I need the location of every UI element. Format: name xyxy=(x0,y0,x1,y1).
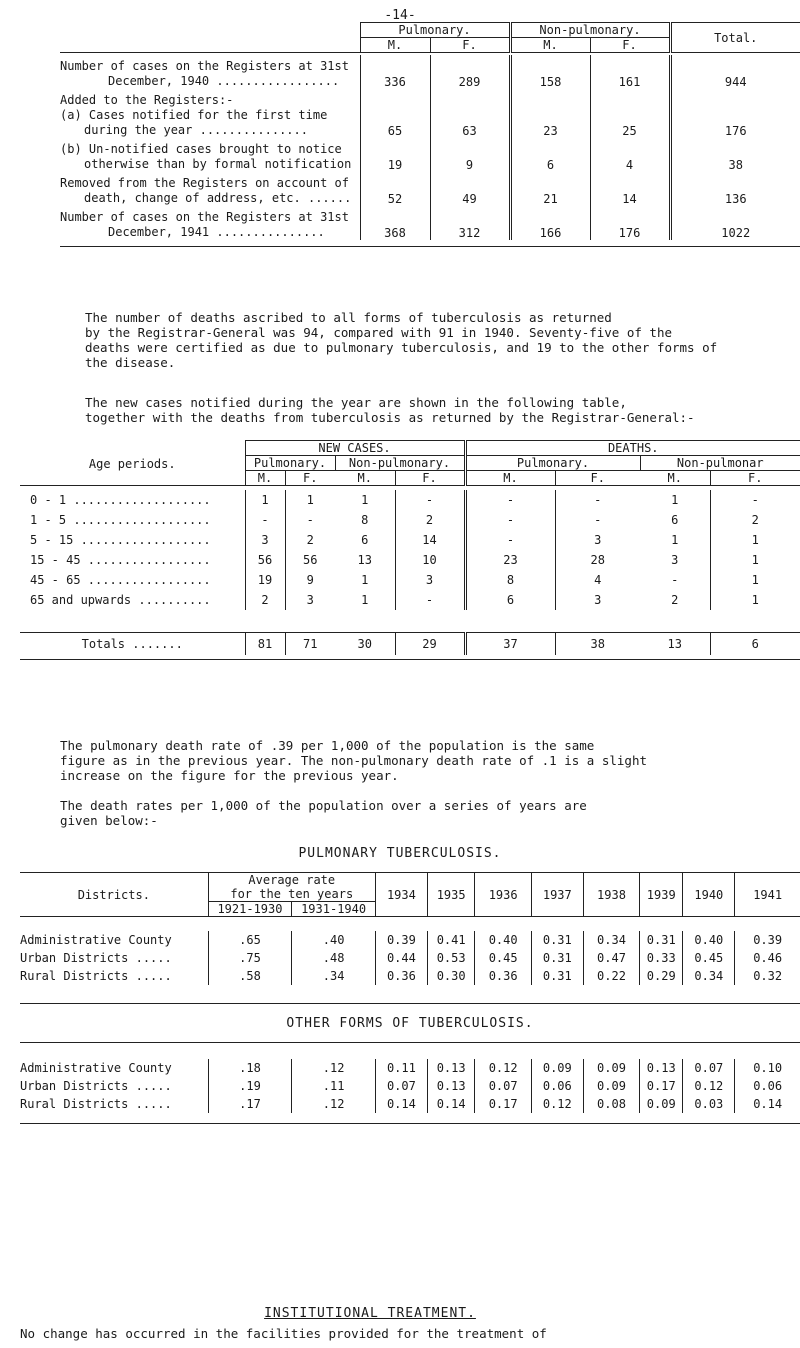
rate-cell: 0.36 xyxy=(475,967,531,985)
register-row xyxy=(60,172,800,206)
col-f: F. xyxy=(622,38,637,52)
age-label: 5 - 15 .................. xyxy=(30,533,211,547)
rate-cell: 0.29 xyxy=(640,967,683,985)
register-cell: 21 xyxy=(510,172,590,206)
age-cell: 19 xyxy=(245,570,285,590)
rate-cell: 0.14 xyxy=(375,1095,427,1113)
age-period-table xyxy=(20,440,800,660)
age-cell: 2 xyxy=(640,590,710,610)
rate-cell: 0.31 xyxy=(640,931,683,949)
register-cell: 65 xyxy=(360,89,430,138)
rate-cell: .12 xyxy=(292,1095,376,1113)
rate-cell: .34 xyxy=(292,967,376,985)
age-cell: 8 xyxy=(335,510,395,530)
district-label: Administrative County xyxy=(20,933,172,947)
page-number: -14- xyxy=(384,8,416,23)
register-cell: 312 xyxy=(458,226,481,240)
death-rates-table xyxy=(20,872,800,1124)
rate-cell: 0.46 xyxy=(735,949,800,967)
rate-cell: 0.07 xyxy=(375,1077,427,1095)
rate-cell: 0.33 xyxy=(640,949,683,967)
register-row xyxy=(60,89,800,138)
row-label-line: (a) Cases notified for the first time xyxy=(60,108,328,122)
rate-cell: 0.09 xyxy=(583,1077,639,1095)
register-cell: 158 xyxy=(510,55,590,89)
totals-cell: 30 xyxy=(335,633,395,655)
age-cell: - xyxy=(306,513,314,527)
register-row xyxy=(60,138,800,172)
rate-cell: 0.12 xyxy=(475,1059,531,1077)
age-sub-header: F. xyxy=(303,471,318,485)
age-sub-header: M. xyxy=(245,471,285,486)
rate-cell: 0.39 xyxy=(375,931,427,949)
register-cell: 1022 xyxy=(670,206,800,240)
rate-cell: 0.12 xyxy=(683,1077,735,1095)
rate-cell: 0.09 xyxy=(640,1095,683,1113)
row-label xyxy=(60,89,360,138)
rate-cell: 0.39 xyxy=(735,931,800,949)
age-cell: 2 xyxy=(425,513,434,527)
period-1931-1940: 1931-1940 xyxy=(292,902,376,917)
rate-cell: .40 xyxy=(292,931,376,949)
total-header: Total. xyxy=(670,23,800,53)
rate-cell: 0.14 xyxy=(735,1095,800,1113)
row-label xyxy=(60,172,360,206)
rate-cell: .58 xyxy=(208,967,292,985)
age-cell: - xyxy=(594,493,602,507)
age-cell: 3 xyxy=(594,533,602,547)
row-label xyxy=(60,138,360,172)
rate-cell: 0.08 xyxy=(583,1095,639,1113)
age-cell: 2 xyxy=(751,513,759,527)
register-cell: 25 xyxy=(622,124,637,138)
year-1936-header: 1936 xyxy=(475,873,531,917)
totals-cell: 13 xyxy=(640,633,710,655)
register-cell: 9 xyxy=(465,158,474,172)
age-cell: 9 xyxy=(306,573,314,587)
rate-cell: 0.09 xyxy=(531,1059,583,1077)
row-label-line: Number of cases on the Registers at 31st xyxy=(60,59,349,73)
pulmonary-header: Pulmonary. xyxy=(360,23,510,38)
row-label xyxy=(60,55,360,89)
age-cell: - xyxy=(640,570,710,590)
rate-cell: 0.17 xyxy=(475,1095,531,1113)
age-cell: 1 xyxy=(306,493,314,507)
new-cases-header: NEW CASES. xyxy=(245,441,465,456)
age-cell: 8 xyxy=(465,570,555,590)
rate-cell: 0.06 xyxy=(735,1077,800,1095)
col-f: F. xyxy=(462,38,477,52)
rate-cell: 0.47 xyxy=(583,949,639,967)
rate-row xyxy=(20,1095,800,1113)
age-cell: 1 xyxy=(640,530,710,550)
age-cell: 28 xyxy=(590,553,605,567)
age-cell: 1 xyxy=(751,533,759,547)
rate-cell: 0.13 xyxy=(640,1059,683,1077)
rate-cell: 0.45 xyxy=(475,949,531,967)
age-cell: 2 xyxy=(306,533,314,547)
col-m: M. xyxy=(360,38,430,53)
rate-cell: 0.31 xyxy=(531,949,583,967)
rate-cell: 0.13 xyxy=(427,1059,475,1077)
rate-row xyxy=(20,1077,800,1095)
rate-cell: 0.45 xyxy=(683,949,735,967)
rate-cell: 0.14 xyxy=(427,1095,475,1113)
rate-row xyxy=(20,949,800,967)
row-label-line: (b) Un-notified cases brought to notice xyxy=(60,142,342,156)
age-label: 1 - 5 ................... xyxy=(30,513,211,527)
district-label: Urban Districts ..... xyxy=(20,951,172,965)
age-cell: 3 xyxy=(640,550,710,570)
register-cell: 944 xyxy=(670,55,800,89)
age-cell: 3 xyxy=(594,593,602,607)
rate-cell: 0.34 xyxy=(583,931,639,949)
rate-cell: 0.22 xyxy=(583,967,639,985)
rate-cell: 0.31 xyxy=(531,967,583,985)
new-non-pulmonary-header: Non-pulmonary. xyxy=(335,456,465,471)
age-row xyxy=(20,550,800,570)
totals-label: Totals ....... xyxy=(20,633,245,655)
age-cell: 14 xyxy=(422,533,437,547)
age-row xyxy=(20,510,800,530)
paragraph-institutional: No change has occurred in the facilities provided for the treatment of xyxy=(20,1326,547,1341)
rate-row xyxy=(20,1059,800,1077)
district-label: Urban Districts ..... xyxy=(20,1079,172,1093)
pulmonary-tb-heading: PULMONARY TUBERCULOSIS. xyxy=(298,846,502,861)
register-cell: 52 xyxy=(360,172,430,206)
institutional-treatment-heading: INSTITUTIONAL TREATMENT. xyxy=(264,1306,476,1321)
rate-cell: 0.53 xyxy=(427,949,475,967)
age-cell: 10 xyxy=(422,553,437,567)
rate-row xyxy=(20,931,800,949)
rate-cell: 0.07 xyxy=(475,1077,531,1095)
row-label-line: December, 1940 ................. xyxy=(108,74,340,88)
register-cell: 368 xyxy=(360,206,430,240)
deaths-header: DEATHS. xyxy=(465,441,800,456)
year-1938-header: 1938 xyxy=(583,873,639,917)
register-cell: 161 xyxy=(618,75,641,89)
age-periods-header: Age periods. xyxy=(88,456,176,471)
rate-cell: .48 xyxy=(292,949,376,967)
rate-cell: 0.34 xyxy=(683,967,735,985)
rate-cell: 0.07 xyxy=(683,1059,735,1077)
paragraph-deaths: The number of deaths ascribed to all forms of tuberculosis as returned by the Registrar-General was 94, compared with 91 in 1940. Seventy-five of the deaths were certified as due to pulmonary tuberculosis, and 19 to the other forms of the disease. xyxy=(85,310,718,370)
age-cell: - xyxy=(245,510,285,530)
row-label-line: during the year ............... xyxy=(84,123,308,137)
rate-cell: .65 xyxy=(208,931,292,949)
totals-cell: 71 xyxy=(285,633,335,655)
register-cell: 176 xyxy=(618,226,641,240)
rate-cell: 0.13 xyxy=(427,1077,475,1095)
age-sub-header: M. xyxy=(335,471,395,486)
rate-cell: 0.09 xyxy=(583,1059,639,1077)
age-cell: 4 xyxy=(594,573,602,587)
register-row xyxy=(60,206,800,240)
rate-cell: .12 xyxy=(292,1059,376,1077)
rate-cell: 0.32 xyxy=(735,967,800,985)
paragraph-death-rate: The pulmonary death rate of .39 per 1,000 of the population is the same figure as in the previous year. The non-pulmonary death rate of .1 is a slight increase on the figure for the previous year. xyxy=(60,738,647,783)
rate-cell: 0.31 xyxy=(531,931,583,949)
non-pulmonary-header: Non-pulmonary. xyxy=(510,23,670,38)
rate-cell: 0.30 xyxy=(427,967,475,985)
age-row xyxy=(20,590,800,610)
register-cell: 23 xyxy=(510,89,590,138)
row-label xyxy=(60,206,360,240)
rate-cell: .11 xyxy=(292,1077,376,1095)
age-label: 65 and upwards .......... xyxy=(30,593,211,607)
paragraph-new-cases: The new cases notified during the year are shown in the following table, together with the deaths from tuberculosis as returned by the Registrar-General:- xyxy=(85,395,695,425)
rate-cell: 0.36 xyxy=(375,967,427,985)
totals-cell: 38 xyxy=(555,633,640,655)
age-cell: 6 xyxy=(335,530,395,550)
register-cell: 19 xyxy=(360,138,430,172)
paragraph-rates-intro: The death rates per 1,000 of the population over a series of years are given below:- xyxy=(60,798,587,828)
year-1935-header: 1935 xyxy=(427,873,475,917)
deaths-pulmonary-header: Pulmonary. xyxy=(465,456,640,471)
age-label: 15 - 45 ................. xyxy=(30,553,211,567)
age-sub-header: F. xyxy=(590,471,605,485)
age-row xyxy=(20,570,800,590)
age-cell: 6 xyxy=(640,510,710,530)
new-pulmonary-header: Pulmonary. xyxy=(245,456,335,471)
age-cell: 1 xyxy=(335,570,395,590)
rate-cell: 0.44 xyxy=(375,949,427,967)
row-label-line: December, 1941 ............... xyxy=(108,225,325,239)
district-label: Administrative County xyxy=(20,1061,172,1075)
rate-cell: 0.40 xyxy=(475,931,531,949)
totals-cell: 37 xyxy=(465,633,555,655)
register-row xyxy=(60,55,800,89)
age-cell: 56 xyxy=(245,550,285,570)
rate-cell: .19 xyxy=(208,1077,292,1095)
register-cell: 166 xyxy=(510,206,590,240)
register-cell: 136 xyxy=(670,172,800,206)
register-cell: 14 xyxy=(622,192,637,206)
average-rate-header: Average rate xyxy=(208,873,375,888)
district-label: Rural Districts ..... xyxy=(20,969,172,983)
age-sub-header: M. xyxy=(465,471,555,486)
age-cell: - xyxy=(594,513,602,527)
col-m: M. xyxy=(510,38,590,53)
age-cell: - xyxy=(751,493,759,507)
age-cell: 1 xyxy=(751,573,759,587)
rate-cell: 0.06 xyxy=(531,1077,583,1095)
districts-header: Districts. xyxy=(20,873,208,917)
age-cell: - xyxy=(465,530,555,550)
age-cell: 1 xyxy=(335,590,395,610)
age-row xyxy=(20,530,800,550)
register-cell: 49 xyxy=(462,192,477,206)
age-cell: - xyxy=(465,510,555,530)
year-1937-header: 1937 xyxy=(531,873,583,917)
age-cell: 3 xyxy=(245,530,285,550)
age-cell: 1 xyxy=(335,490,395,510)
register-table xyxy=(60,22,800,247)
rate-cell: 0.11 xyxy=(375,1059,427,1077)
age-cell: 13 xyxy=(335,550,395,570)
year-1934-header: 1934 xyxy=(375,873,427,917)
rate-cell: 0.10 xyxy=(735,1059,800,1077)
totals-cell: 29 xyxy=(395,633,465,655)
age-sub-header: M. xyxy=(640,471,710,486)
rate-cell: 0.03 xyxy=(683,1095,735,1113)
age-cell: 1 xyxy=(640,490,710,510)
age-row xyxy=(20,490,800,510)
register-cell: 289 xyxy=(458,75,481,89)
register-cell: 6 xyxy=(510,138,590,172)
age-cell: 6 xyxy=(465,590,555,610)
row-label-line: Removed from the Registers on account of xyxy=(60,176,349,190)
age-label: 0 - 1 ................... xyxy=(30,493,211,507)
age-cell: 1 xyxy=(751,593,759,607)
age-cell: - xyxy=(465,490,555,510)
register-cell: 4 xyxy=(625,158,634,172)
age-sub-header: F. xyxy=(748,471,763,485)
totals-cell: 81 xyxy=(245,633,285,655)
rate-row xyxy=(20,967,800,985)
rate-cell: 0.12 xyxy=(531,1095,583,1113)
row-label-line: death, change of address, etc. ...... xyxy=(84,191,352,205)
row-label-line: Added to the Registers:- xyxy=(60,93,234,107)
rate-cell: .18 xyxy=(208,1059,292,1077)
age-cell: - xyxy=(425,493,434,507)
rate-cell: .75 xyxy=(208,949,292,967)
register-cell: 63 xyxy=(462,124,477,138)
deaths-non-pulmonary-header: Non-pulmonar xyxy=(640,456,800,471)
rate-cell: 0.41 xyxy=(427,931,475,949)
rate-cell: .17 xyxy=(208,1095,292,1113)
row-label-line: Number of cases on the Registers at 31st xyxy=(60,210,349,224)
register-cell: 176 xyxy=(670,89,800,138)
district-label: Rural Districts ..... xyxy=(20,1097,172,1111)
rate-cell: 0.17 xyxy=(640,1077,683,1095)
ten-years-header: for the ten years xyxy=(208,887,375,902)
period-1921-1930: 1921-1930 xyxy=(208,902,292,917)
register-cell: 38 xyxy=(670,138,800,172)
year-1941-header: 1941 xyxy=(735,873,800,917)
age-label: 45 - 65 ................. xyxy=(30,573,211,587)
age-totals-row xyxy=(20,633,800,655)
age-sub-header: F. xyxy=(422,471,437,485)
age-cell: 3 xyxy=(306,593,314,607)
row-label-line: otherwise than by formal notification xyxy=(84,157,352,171)
age-cell: 56 xyxy=(303,553,318,567)
age-cell: - xyxy=(425,593,434,607)
age-cell: 2 xyxy=(245,590,285,610)
totals-cell: 6 xyxy=(710,633,800,655)
year-1940-header: 1940 xyxy=(683,873,735,917)
rate-cell: 0.40 xyxy=(683,931,735,949)
age-cell: 1 xyxy=(245,490,285,510)
age-cell: 3 xyxy=(425,573,434,587)
year-1939-header: 1939 xyxy=(640,873,683,917)
age-cell: 1 xyxy=(751,553,759,567)
other-forms-heading: OTHER FORMS OF TUBERCULOSIS. xyxy=(286,1015,534,1031)
register-cell: 336 xyxy=(360,55,430,89)
age-cell: 23 xyxy=(465,550,555,570)
